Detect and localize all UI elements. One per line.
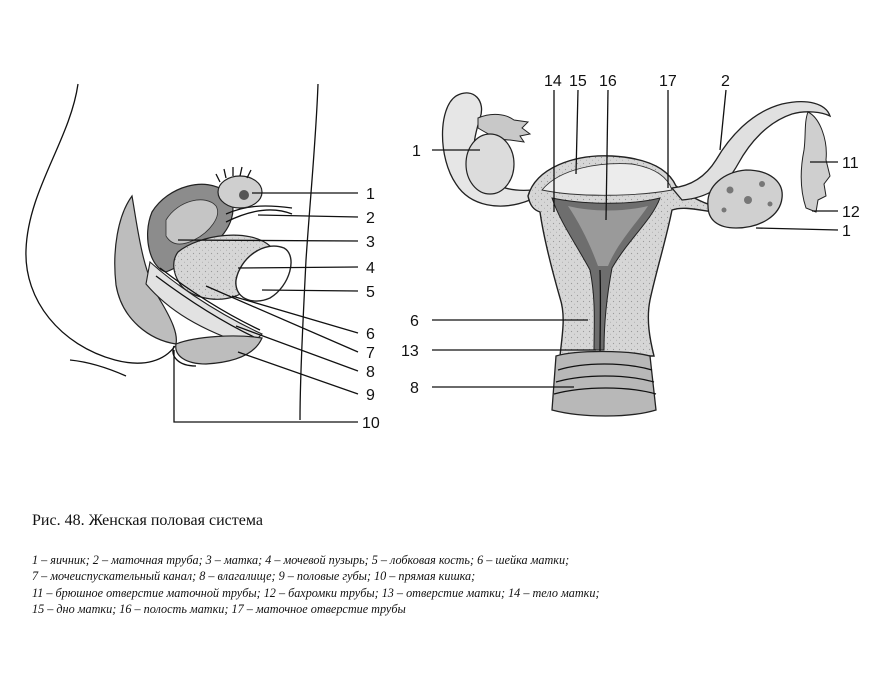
right-label-1: 1 [842,223,851,240]
right-label-2: 2 [721,73,730,90]
figure-caption-title: Рис. 48. Женская половая система [32,512,263,529]
legend-line: 1 – яичник; 2 – маточная труба; 3 – матка; 4 – мочевой пузырь; 5 – лобковая кость; 6 – шейка матки; [32,553,570,567]
left-label-8: 8 [366,364,375,381]
left-label-7: 7 [366,345,375,362]
left-label-6: 6 [366,326,375,343]
right-label-12: 12 [842,204,860,221]
leader-line-6 [232,296,358,333]
leader-line-2-right [720,90,726,150]
right-label-14: 14 [544,73,562,90]
right-label-15: 15 [569,73,587,90]
ovary-follicle-a [727,187,734,194]
vagina-frontal [552,352,656,417]
ovary-follicle-c [759,181,765,187]
ovary-follicle-d [722,208,727,213]
leader-line-1-right [756,228,838,230]
abdomen-front-outline [300,84,318,420]
thigh-outline [70,360,126,376]
legend-line: 7 – мочеиспускательный канал; 8 – влагалище; 9 – половые губы; 10 – прямая кишка; [32,569,476,584]
sagittal-section-diagram [26,84,380,432]
left-label-9: 9 [366,387,375,404]
right-label-8: 8 [410,380,419,397]
left-label-2: 2 [366,210,375,227]
labia-shape [176,336,262,364]
ovary-right-view-left [466,134,514,194]
frontal-section-diagram [401,73,860,416]
right-label-11: 11 [842,155,859,172]
left-label-4: 4 [366,260,375,277]
right-label-13: 13 [401,343,419,360]
right-label-17: 17 [659,73,677,90]
left-label-10: 10 [362,415,380,432]
right-label-1-left: 1 [412,143,421,160]
left-label-1: 1 [366,186,375,203]
ovary-follicle [239,190,249,200]
legend-line: 15 – дно матки; 16 – полость матки; 17 – маточное отверстие трубы [32,601,406,616]
legend-line: 11 – брюшное отверстие маточной трубы; 12 – бахромки трубы; 13 – отверстие матки; 14 – тело матки; [32,585,600,600]
figure-legend [32,552,852,617]
left-label-3: 3 [366,234,375,251]
ovary-follicle-e [768,202,773,207]
ovary-follicle-b [744,196,752,204]
left-label-5: 5 [366,284,375,301]
leader-line-9 [238,352,358,394]
right-label-6: 6 [410,313,419,330]
right-label-16: 16 [599,73,617,90]
leader-line-2 [258,215,358,217]
